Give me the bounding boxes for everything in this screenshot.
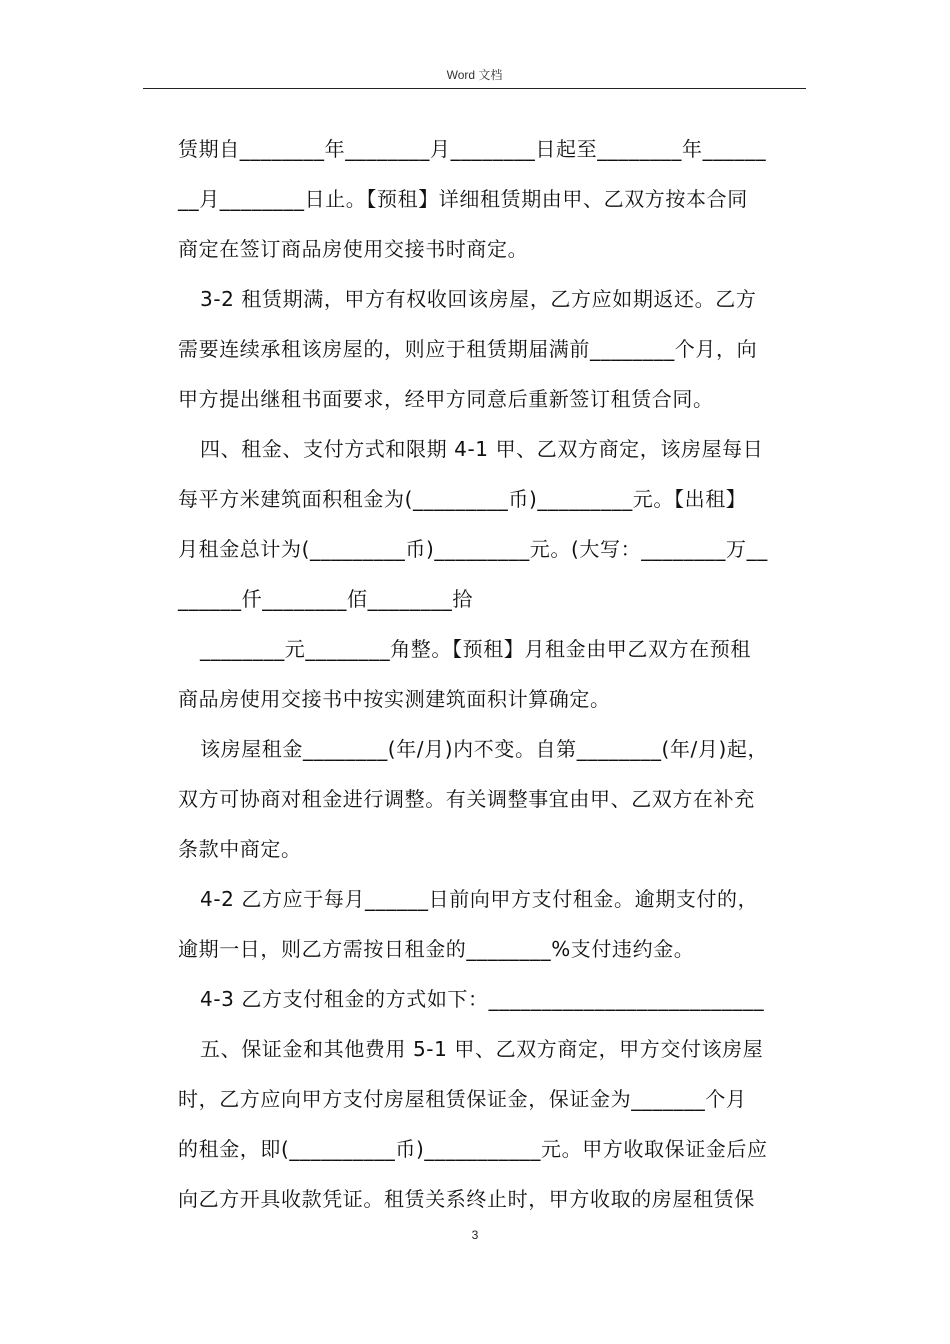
text-line: 逾期一日，则乙方需按日租金的________%支付违约金。 xyxy=(178,937,695,961)
text-line: 每平方米建筑面积租金为(_________币)_________元。【出租】 xyxy=(178,487,747,511)
text-line: 赁期自________年________月________日起至________年______ xyxy=(178,137,767,161)
text-line: 该房屋租金________(年/月)内不变。自第________(年/月)起， xyxy=(200,737,769,761)
text-line: 甲方提出继租书面要求，经甲方同意后重新签订租赁合同。 xyxy=(178,387,714,411)
text-line: 需要连续承租该房屋的，则应于租赁期届满前________个月，向 xyxy=(178,337,758,361)
text-line: 4-3 乙方支付租金的方式如下：__________________________ xyxy=(200,987,765,1011)
text-line: 4-2 乙方应于每月______日前向甲方支付租金。逾期支付的， xyxy=(200,887,759,911)
page-number: 3 xyxy=(471,1228,479,1242)
text-line: 3-2 租赁期满，甲方有权收回该房屋，乙方应如期返还。乙方 xyxy=(200,287,757,311)
text-line: 商定在签订商品房使用交接书时商定。 xyxy=(178,237,529,261)
text-line: 向乙方开具收款凭证。租赁关系终止时，甲方收取的房屋租赁保 xyxy=(178,1187,755,1211)
header-title: Word 文档 xyxy=(446,68,503,82)
text-line: 条款中商定。 xyxy=(178,837,302,861)
text-line: 五、保证金和其他费用 5-1 甲、乙双方商定，甲方交付该房屋 xyxy=(200,1037,764,1061)
text-line: 的租金，即(__________币)___________元。甲方收取保证金后应 xyxy=(178,1137,768,1161)
document-body xyxy=(178,124,808,1224)
text-line: ________元________角整。【预租】月租金由甲乙双方在预租 xyxy=(200,637,751,661)
text-line: 四、租金、支付方式和限期 4-1 甲、乙双方商定，该房屋每日 xyxy=(200,437,764,461)
text-line: 时，乙方应向甲方支付房屋租赁保证金，保证金为_______个月 xyxy=(178,1087,747,1111)
text-line: 月租金总计为(_________币)_________元。(大写：________万__ xyxy=(178,537,768,561)
text-line: 商品房使用交接书中按实测建筑面积计算确定。 xyxy=(178,687,611,711)
text-line: 双方可协商对租金进行调整。有关调整事宜由甲、乙双方在补充 xyxy=(178,787,755,811)
text-line: __月________日止。【预租】详细租赁期由甲、乙双方按本合同 xyxy=(178,187,748,211)
text-line: ______仟________佰________拾 xyxy=(178,587,473,611)
page-header xyxy=(143,62,806,89)
